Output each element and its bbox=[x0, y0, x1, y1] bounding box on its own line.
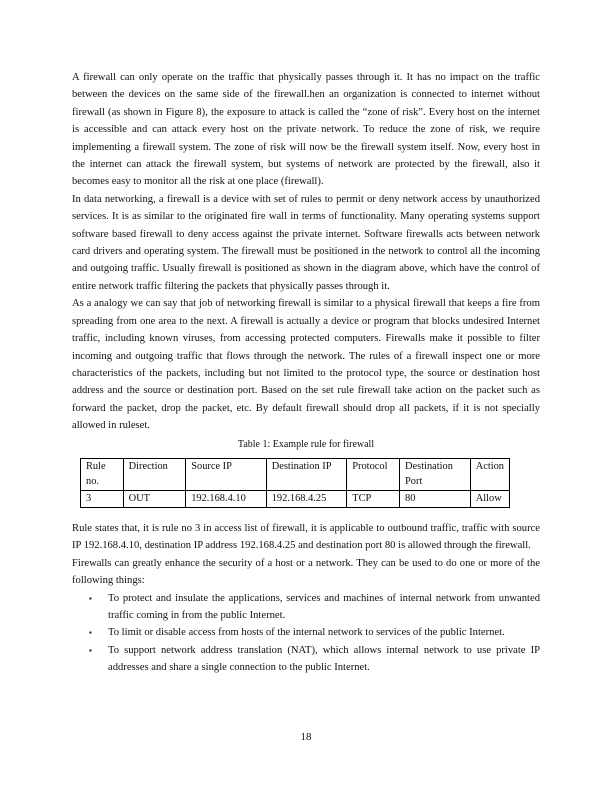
list-item bbox=[72, 624, 540, 641]
bullet-square-icon: ▪ bbox=[89, 645, 92, 655]
list-item-text: To support network address translation (NAT), which allows internal network to use private IP addresses and share a single connection to the public Internet. bbox=[108, 644, 540, 674]
bullet-square-icon: ▪ bbox=[89, 628, 92, 638]
paragraph-zone-of-risk: A firewall can only operate on the traffic that physically passes through it. It has no impact on the traffic between the devices on the same side of the firewall.hen an organization is connected to internet without firewall (as shown in Figure 8), the exposure to attack is called the “zone of risk”. Every host on the internet is accessible and can attack every host on the private network. To reduce the zone of risk, we require implementing a firewall system. The zone of risk will now be the firewall system itself. Now, every host in the internet can attack the firewall system, but systems of network are protected by the firewall, also it becomes easy to monitor all the risk at one place (firewall). bbox=[72, 72, 540, 188]
firewall-rule-table bbox=[80, 458, 510, 508]
header-destination-ip: Destination IP bbox=[266, 458, 347, 490]
header-protocol: Protocol bbox=[347, 458, 400, 490]
cell-protocol: TCP bbox=[347, 490, 400, 507]
header-rule-no: Rule no. bbox=[81, 458, 124, 490]
header-action: Action bbox=[470, 458, 509, 490]
firewall-uses-list bbox=[72, 590, 540, 677]
paragraph-firewall-analogy: As a analogy we can say that job of networking firewall is similar to a physical firewall that keeps a fire from spreading from one area to the next. A firewall is actually a device or program that blocks undesired Internet traffic, including known viruses, from accessing protected computers. Firewalls make it possible to filter incoming and outgoing traffic that flows through the network. The rules of a firewall inspect one or more characteristics of the packets, including but not limited to the protocol type, the source or destination host address and the source or destination port. Based on the set rule firewall take action on the packet such as forward the packet, drop the packet, etc. By default firewall should drop all packets, if it is not specially allowed in ruleset. bbox=[72, 298, 540, 432]
cell-destination-ip: 192.168.4.25 bbox=[266, 490, 347, 507]
paragraph-firewall-definition: In data networking, a firewall is a device with set of rules to permit or deny network access by unauthorized services. It is as similar to the originated fire wall in terms of functionality. Many operating systems support software based firewall to deny access against the private internet. Software firewalls acts between network card drivers and operating system. The firewall must be positioned in the network to control all the incoming and outgoing traffic. Usually firewall is positioned as shown in the diagram above, which have the control of entire network traffic filtering the packets that physically passes through it. bbox=[72, 193, 540, 292]
list-item-text: To limit or disable access from hosts of the internal network to services of the public Internet. bbox=[108, 627, 505, 639]
cell-action: Allow bbox=[470, 490, 509, 507]
list-item-text: To protect and insulate the applications, services and machines of internal network from unwanted traffic coming in from the public Internet. bbox=[108, 592, 540, 621]
bullet-square-icon: ▪ bbox=[89, 593, 92, 603]
table-row bbox=[81, 490, 510, 507]
cell-destination-port: 80 bbox=[400, 490, 471, 507]
paragraph-rule-explanation: Rule states that, it is rule no 3 in access list of firewall, it is applicable to outbound traffic, traffic with source IP 192.168.4.10, destination IP address 192.168.4.25 and destination port 80 is allowed through the firewall. bbox=[72, 522, 540, 552]
header-source-ip: Source IP bbox=[186, 458, 267, 490]
cell-rule-no: 3 bbox=[81, 490, 124, 507]
list-item bbox=[72, 642, 540, 677]
cell-direction: OUT bbox=[123, 490, 186, 507]
page-content bbox=[72, 69, 540, 677]
list-item bbox=[72, 590, 540, 625]
cell-source-ip: 192.168.4.10 bbox=[186, 490, 267, 507]
table-header-row bbox=[81, 458, 510, 490]
header-direction: Direction bbox=[123, 458, 186, 490]
page-number: 18 bbox=[300, 731, 312, 743]
header-destination-port: Destination Port bbox=[400, 458, 471, 490]
table-caption: Table 1: Example rule for firewall bbox=[237, 438, 375, 450]
paragraph-firewall-uses: Firewalls can greatly enhance the security of a host or a network. They can be used to do one or more of the following things: bbox=[72, 557, 540, 587]
